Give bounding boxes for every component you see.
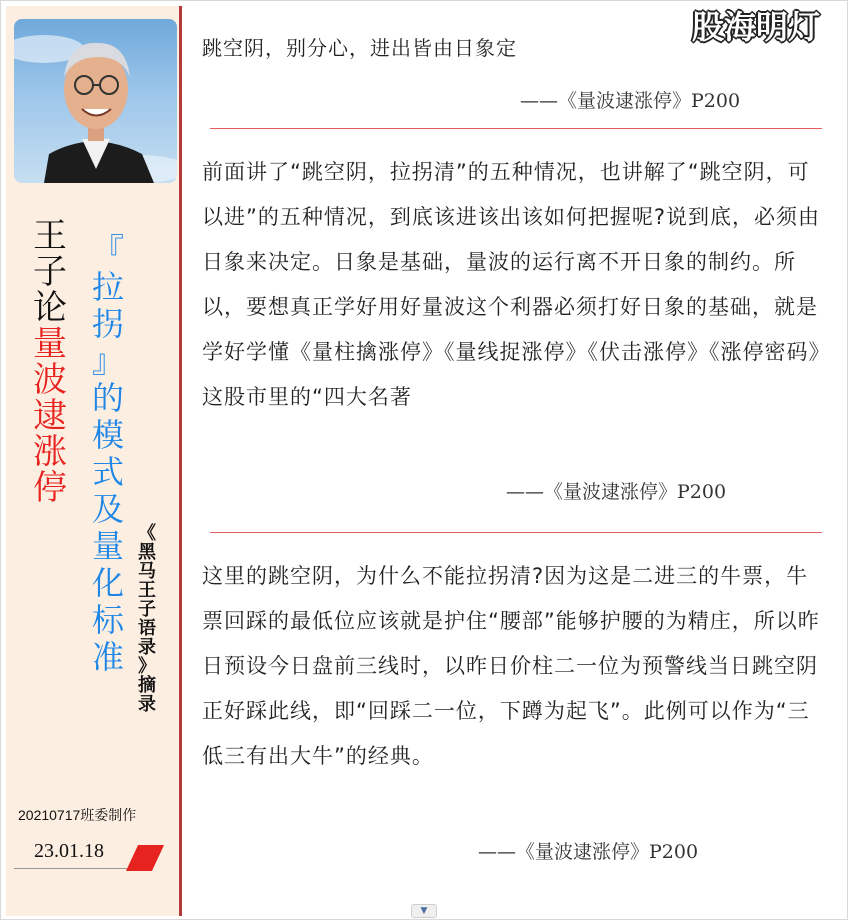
- author-photo: [14, 19, 177, 183]
- book-title-char: 停: [33, 468, 67, 508]
- source-title-char: 录: [138, 694, 156, 715]
- subject-title: [86, 232, 130, 676]
- date-underline: [14, 868, 134, 869]
- watermark: 股海明灯: [692, 8, 821, 46]
- paragraph-2: 这里的跳空阴，为什么不能拉拐清?因为这是二进三的牛票，牛票回踩的最低位应该就是护住“腰部”能够护腰的为精庄，所以昨日预设今日盘前三线时，以昨日价柱二一位为预警线当日跳空阴正好踩此线，即“回踩二一位，下蹲为起飞”。此例可以作为“三低三有出大牛”的经典。: [202, 564, 820, 768]
- divider-2: [210, 532, 822, 533]
- source-title-char: 录: [138, 637, 156, 658]
- author-title-char: 子: [33, 252, 67, 292]
- author-title: [28, 218, 72, 506]
- subject-title-char: 式: [91, 453, 124, 491]
- subject-title-char: 化: [91, 564, 124, 602]
- subject-title-char: 的: [91, 379, 124, 417]
- book-title-char: 波: [33, 360, 67, 400]
- divider-1: [210, 128, 822, 129]
- subject-title-char: 拐: [91, 305, 124, 343]
- citation-2: ——《量波逮涨停》P200: [506, 481, 727, 503]
- citation-3: ——《量波逮涨停》P200: [478, 841, 699, 863]
- subject-title-char: 』: [91, 342, 124, 380]
- maker-label: 20210717班委制作: [18, 807, 137, 823]
- scroll-down-button[interactable]: [411, 904, 437, 918]
- subject-title-char: 标: [91, 601, 124, 639]
- date-label: 23.01.18: [34, 840, 104, 862]
- subject-title-char: 『: [91, 231, 124, 269]
- subject-title-char: 模: [91, 416, 124, 454]
- book-title-char: 涨: [33, 432, 67, 472]
- citation-1: ——《量波逮涨停》P200: [520, 90, 741, 112]
- source-title-char: 摘: [138, 675, 156, 696]
- source-title-char: 《: [138, 523, 156, 544]
- article-heading: 跳空阴，别分心，进出皆由日象定: [202, 36, 517, 60]
- author-title-char: 王: [33, 216, 67, 256]
- author-title-char: 论: [33, 288, 67, 328]
- subject-title-char: 量: [91, 527, 124, 565]
- source-title-char: 马: [138, 561, 156, 582]
- subject-title-char: 准: [91, 638, 124, 676]
- book-title-char: 逮: [33, 396, 67, 436]
- subject-title-char: 拉: [91, 268, 124, 306]
- source-title-char: 黑: [138, 542, 156, 563]
- source-title-char: 语: [138, 618, 156, 639]
- book-title-char: 量: [33, 324, 67, 364]
- source-title: [132, 524, 162, 714]
- source-title-char: 王: [138, 580, 156, 601]
- source-title-char: 》: [138, 656, 156, 677]
- subject-title-char: 及: [91, 490, 124, 528]
- paragraph-1: 前面讲了“跳空阴，拉拐清”的五种情况，也讲解了“跳空阴，可以进”的五种情况，到底该进该出该如何把握呢?说到底，必须由日象来决定。日象是基础，量波的运行离不开日象的制约。所以，要想真正学好用好量波这个利器必须打好日象的基础，就是学好学懂《量柱擒涨停》《量线捉涨停》《伏击涨停》《涨停密码》这股市里的“四大名著: [202, 160, 821, 409]
- chevron-down-icon: ▼: [420, 906, 428, 916]
- source-title-char: 子: [138, 599, 156, 620]
